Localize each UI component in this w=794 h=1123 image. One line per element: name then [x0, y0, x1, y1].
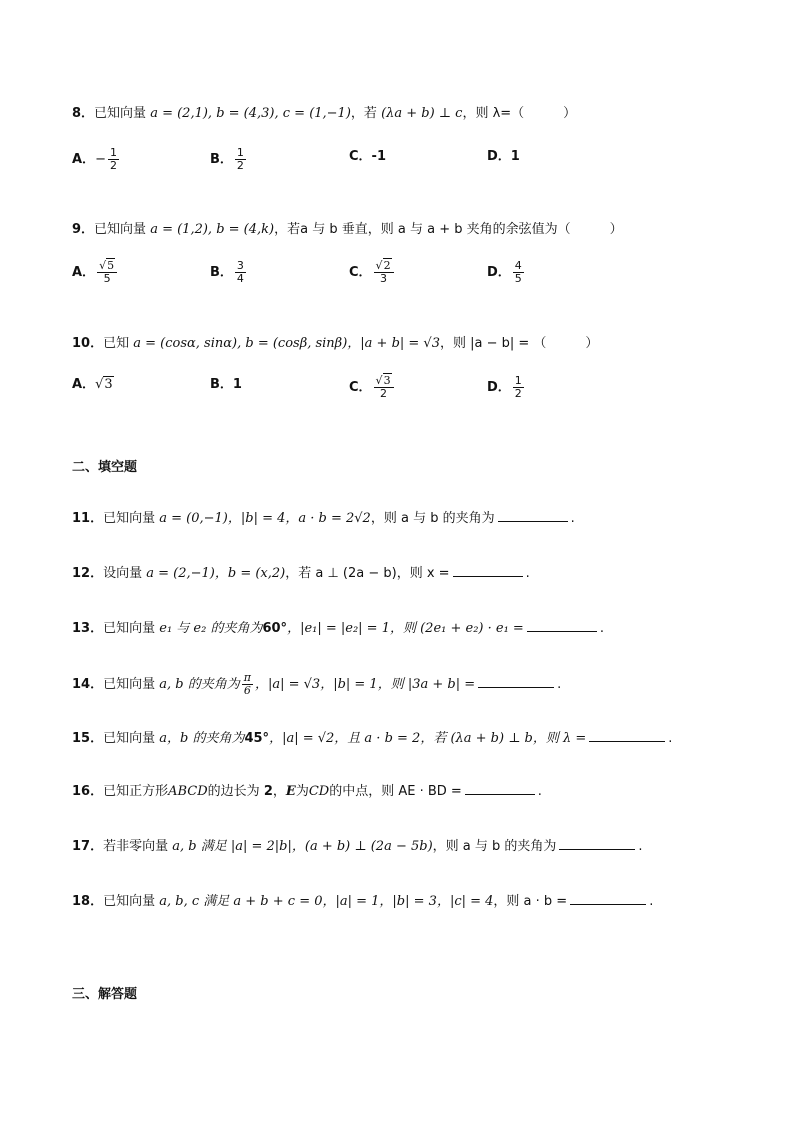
answer-blank[interactable] — [498, 507, 568, 522]
question-lead: 已知向量 — [94, 222, 147, 237]
option-c — [349, 375, 396, 400]
fraction — [374, 260, 394, 285]
numerator: 1 — [514, 374, 522, 387]
question-lead: 已知向量 — [103, 731, 156, 746]
denominator: 5 — [103, 272, 111, 285]
answer-blank[interactable] — [570, 890, 646, 905]
option-label: D． — [487, 149, 511, 164]
question-lead: 已知向量 — [103, 621, 156, 636]
vector-expression: a = (2,−1)，b = (x,2) — [146, 566, 286, 581]
denominator: 6 — [243, 684, 251, 697]
answer-blank[interactable] — [559, 835, 635, 850]
option-label: A． — [72, 152, 96, 167]
option-label: B． — [210, 152, 233, 167]
vector-expression: a, b 满足 |a| = 2|b|，(a + b) ⊥ (2a − 5b) — [172, 839, 433, 854]
question-tail: ，|a| = √3，|b| = 1，则 |3a + b| = — [254, 677, 476, 692]
question-lead: 若非零向量 — [103, 839, 169, 854]
option-d — [487, 260, 526, 285]
question-mid: 为 — [295, 784, 309, 799]
option-c — [349, 260, 396, 285]
question-number: 16． — [72, 784, 104, 799]
option-c — [349, 147, 386, 167]
period: . — [649, 894, 654, 909]
question-15 — [72, 727, 672, 749]
question-number: 14． — [72, 677, 104, 692]
question-lead: 已知正方形 — [103, 784, 169, 799]
vector-expression: a = (2,1), b = (4,3), c = (1,−1) — [150, 106, 351, 121]
question-tail: ，则 a · b = — [493, 894, 568, 909]
denominator: 2 — [380, 387, 388, 400]
period: . — [525, 566, 530, 581]
point-label: E — [285, 784, 296, 799]
option-label: C． — [349, 149, 372, 164]
numerator: 1 — [109, 146, 117, 159]
option-value: -1 — [371, 149, 386, 164]
section-heading-solutions: 三、解答题 — [72, 987, 138, 1002]
denominator: 3 — [380, 272, 388, 285]
vector-expression: a, b 的夹角为 — [159, 677, 240, 692]
denominator: 2 — [236, 159, 244, 172]
question-number: 12． — [72, 566, 104, 581]
period: . — [557, 677, 562, 692]
radicand: 3 — [383, 374, 391, 387]
radicand: 5 — [107, 259, 115, 272]
period: . — [537, 784, 542, 799]
denominator: 5 — [514, 272, 522, 285]
fraction — [235, 260, 246, 285]
numerator: π — [243, 671, 251, 684]
question-number: 15． — [72, 731, 104, 746]
numerator: 4 — [514, 259, 522, 272]
question-8 — [72, 104, 576, 124]
vector-expression: a，b 的夹角为 — [159, 731, 245, 746]
vector-expression: a = (1,2), b = (4,k) — [150, 222, 275, 237]
denominator: 4 — [236, 272, 244, 285]
answer-blank[interactable] — [465, 780, 535, 795]
question-mid: ，若 — [350, 106, 377, 121]
option-value: 1 — [232, 377, 242, 392]
question-16 — [72, 780, 542, 802]
option-label: C． — [349, 265, 372, 280]
numerator: √2 — [374, 260, 394, 273]
side-length: 2 — [263, 784, 273, 799]
question-number: 9． — [72, 222, 95, 237]
option-label: B． — [210, 377, 233, 392]
fraction — [374, 375, 394, 400]
question-tail: ，则 |a − b| = （ ） — [439, 336, 599, 351]
period: . — [668, 731, 673, 746]
option-d — [487, 375, 526, 400]
numerator: √3 — [374, 375, 394, 388]
question-tail: ，则 λ=（ ） — [462, 106, 577, 121]
fraction — [242, 672, 253, 697]
option-b — [210, 147, 248, 172]
period: . — [599, 621, 604, 636]
period: . — [638, 839, 643, 854]
question-tail: ，则 a 与 b 的夹角为 — [432, 839, 557, 854]
question-tail: 的中点，则 AE · BD = — [329, 784, 462, 799]
question-tail: ，若 a ⊥ (2a − b)，则 x = — [285, 566, 450, 581]
fraction — [513, 375, 524, 400]
denominator: 2 — [514, 387, 522, 400]
question-number: 10． — [72, 336, 104, 351]
fraction — [513, 260, 524, 285]
answer-blank[interactable] — [589, 727, 665, 742]
question-12 — [72, 562, 530, 584]
question-13 — [72, 617, 604, 639]
question-number: 18． — [72, 894, 104, 909]
question-lead: 已知向量 — [103, 894, 156, 909]
option-b — [210, 260, 248, 285]
answer-blank[interactable] — [453, 562, 523, 577]
angle-value: 45° — [244, 731, 270, 746]
question-mid: 的边长为 — [207, 784, 260, 799]
fraction — [97, 260, 117, 285]
option-a — [72, 147, 121, 172]
angle-value: 60° — [262, 621, 288, 636]
question-9 — [72, 220, 623, 240]
option-b — [210, 375, 242, 395]
option-d — [487, 147, 520, 167]
square-name: ABCD — [168, 784, 208, 799]
question-tail: ，|a| = √2，且 a · b = 2，若 (λa + b) ⊥ b，则 λ = — [269, 731, 587, 746]
numerator: 1 — [236, 146, 244, 159]
question-11 — [72, 507, 575, 529]
question-17 — [72, 835, 643, 857]
question-number: 8． — [72, 106, 95, 121]
question-tail: ，则 a 与 b 的夹角为 — [370, 511, 495, 526]
option-label: A． — [72, 265, 96, 280]
answer-blank[interactable] — [527, 617, 597, 632]
option-a — [72, 375, 114, 395]
question-18 — [72, 890, 653, 912]
option-value: 1 — [510, 149, 520, 164]
comma: ， — [272, 784, 286, 799]
question-number: 13． — [72, 621, 104, 636]
question-tail: a 与 b 垂直，则 a 与 a + b 夹角的余弦值为（ ） — [300, 222, 623, 237]
question-14 — [72, 672, 561, 697]
question-lead: 已知向量 — [103, 511, 156, 526]
numerator: √5 — [97, 260, 117, 273]
condition-expression: (λa + b) ⊥ c — [381, 106, 463, 121]
condition-expression: ，|a + b| = √3 — [347, 336, 440, 351]
question-lead: 已知 — [103, 336, 130, 351]
question-number: 11． — [72, 511, 104, 526]
option-label: C． — [349, 380, 372, 395]
square-root: √3 — [95, 377, 113, 392]
period: . — [570, 511, 575, 526]
radicand: 2 — [383, 259, 391, 272]
option-label: D． — [487, 380, 511, 395]
answer-blank[interactable] — [478, 673, 554, 688]
vector-expression: e₁ 与 e₂ 的夹角为 — [159, 621, 263, 636]
vector-expression: a = (0,−1)，|b| = 4，a · b = 2√2 — [159, 511, 371, 526]
option-label: B． — [210, 265, 233, 280]
segment-label: CD — [308, 784, 330, 799]
section-heading-fill-in: 二、填空题 — [72, 460, 138, 475]
question-lead: 设向量 — [103, 566, 143, 581]
question-lead: 已知向量 — [103, 677, 156, 692]
question-number: 17． — [72, 839, 104, 854]
question-tail: ，|e₁| = |e₂| = 1，则 (2e₁ + e₂) · e₁ = — [287, 621, 524, 636]
vector-expression: a, b, c 满足 a + b + c = 0，|a| = 1，|b| = 3，|c| = 4 — [159, 894, 494, 909]
option-label: A． — [72, 377, 96, 392]
denominator: 2 — [109, 159, 117, 172]
question-mid: ，若 — [274, 222, 301, 237]
option-sign: − — [95, 152, 106, 167]
question-lead: 已知向量 — [94, 106, 147, 121]
question-10 — [72, 334, 598, 354]
fraction — [108, 147, 119, 172]
numerator: 3 — [236, 259, 244, 272]
fraction — [235, 147, 246, 172]
option-a — [72, 260, 119, 285]
option-label: D． — [487, 265, 511, 280]
vector-expression: a = (cosα, sinα), b = (cosβ, sinβ) — [133, 336, 348, 351]
radicand: 3 — [104, 377, 113, 392]
